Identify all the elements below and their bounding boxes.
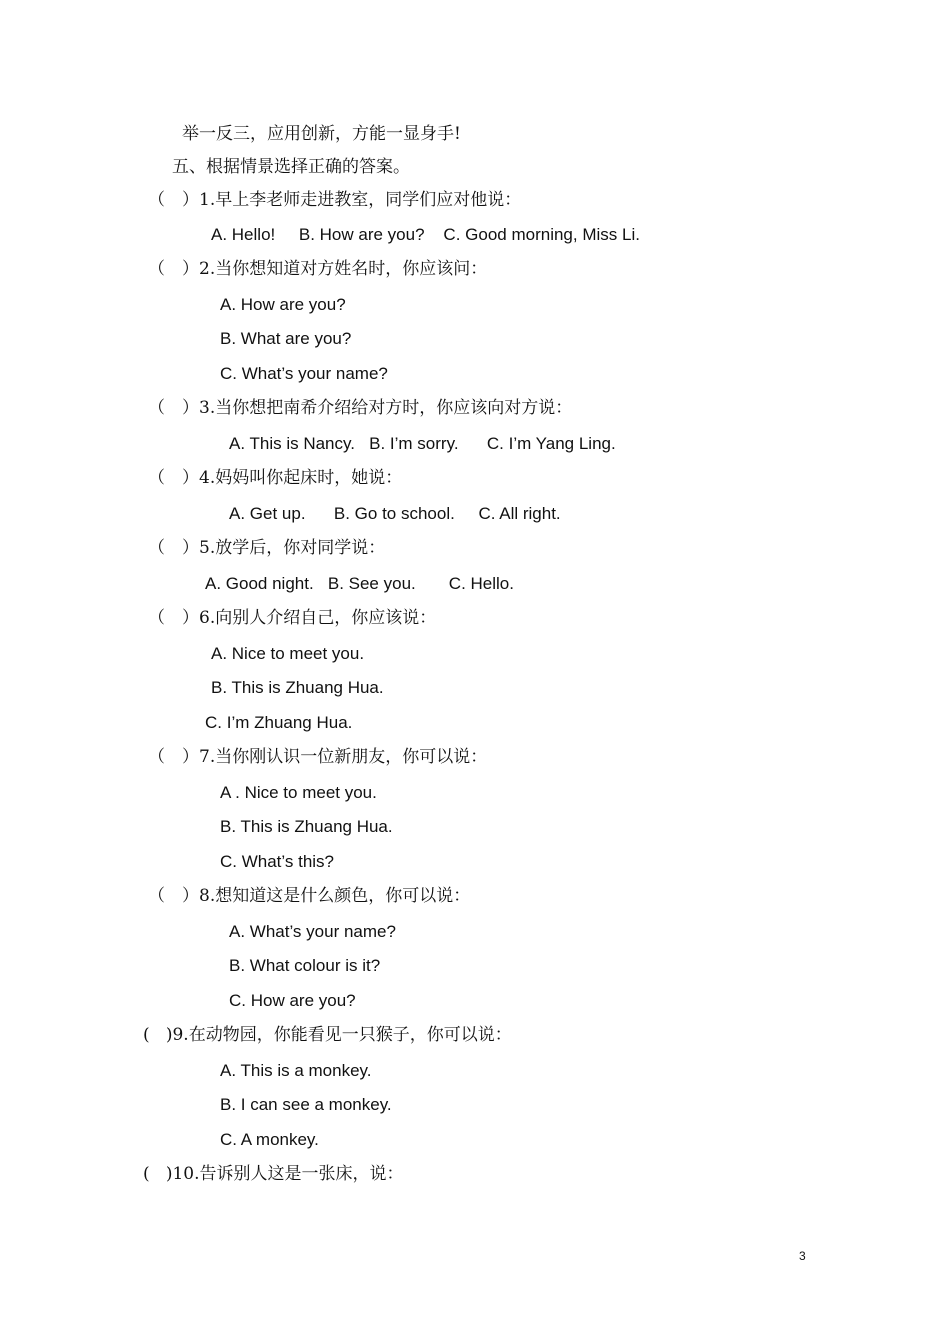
question-7-option-b: B. This is Zhuang Hua. — [220, 817, 393, 836]
question-7-option-a: A . Nice to meet you. — [220, 783, 377, 802]
page-number: 3 — [799, 1249, 806, 1263]
section-title: 五、根据情景选择正确的答案。 — [172, 157, 410, 177]
question-9: ( )9.在动物园，你能看见一只猴子，你可以说： — [143, 1025, 512, 1045]
question-3-options: A. This is Nancy. B. I’m sorry. C. I’m Yang Ling. — [229, 434, 616, 453]
question-8-option-b: B. What colour is it? — [229, 956, 381, 975]
question-1-options: A. Hello! B. How are you? C. Good morning, Miss Li. — [211, 225, 640, 244]
question-7-option-c: C. What’s this? — [220, 852, 335, 871]
question-8: （ ）8.想知道这是什么颜色，你可以说： — [148, 886, 471, 906]
question-9-option-b: B. I can see a monkey. — [220, 1095, 392, 1114]
question-6-option-b: B. This is Zhuang Hua. — [211, 678, 384, 697]
question-8-option-c: C. How are you? — [229, 991, 356, 1010]
question-4-options: A. Get up. B. Go to school. C. All right. — [229, 504, 561, 523]
question-8-option-a: A. What’s your name? — [229, 922, 396, 941]
question-6-option-c: C. I’m Zhuang Hua. — [205, 713, 353, 732]
question-4: （ ）4.妈妈叫你起床时，她说： — [148, 468, 403, 488]
question-2-option-b: B. What are you? — [220, 329, 352, 348]
question-2: （ ）2.当你想知道对方姓名时，你应该问： — [148, 259, 488, 279]
question-6-option-a: A. Nice to meet you. — [211, 644, 365, 663]
question-3: （ ）3.当你想把南希介绍给对方时，你应该向对方说： — [148, 398, 573, 418]
question-5: （ ）5.放学后，你对同学说： — [148, 538, 386, 558]
question-1: （ ）1.早上李老师走进教室，同学们应对他说： — [148, 190, 522, 210]
question-2-option-c: C. What’s your name? — [220, 364, 388, 383]
question-2-option-a: A. How are you? — [220, 295, 346, 314]
question-9-option-a: A. This is a monkey. — [220, 1061, 372, 1080]
intro-line: 举一反三，应用创新，方能一显身手! — [182, 124, 461, 144]
question-5-options: A. Good night. B. See you. C. Hello. — [205, 574, 514, 593]
question-7: （ ）7.当你刚认识一位新朋友，你可以说： — [148, 747, 488, 767]
question-10: ( )10.告诉别人这是一张床，说： — [143, 1164, 404, 1184]
question-6: （ ）6.向别人介绍自己，你应该说： — [148, 608, 437, 628]
question-9-option-c: C. A monkey. — [220, 1130, 319, 1149]
